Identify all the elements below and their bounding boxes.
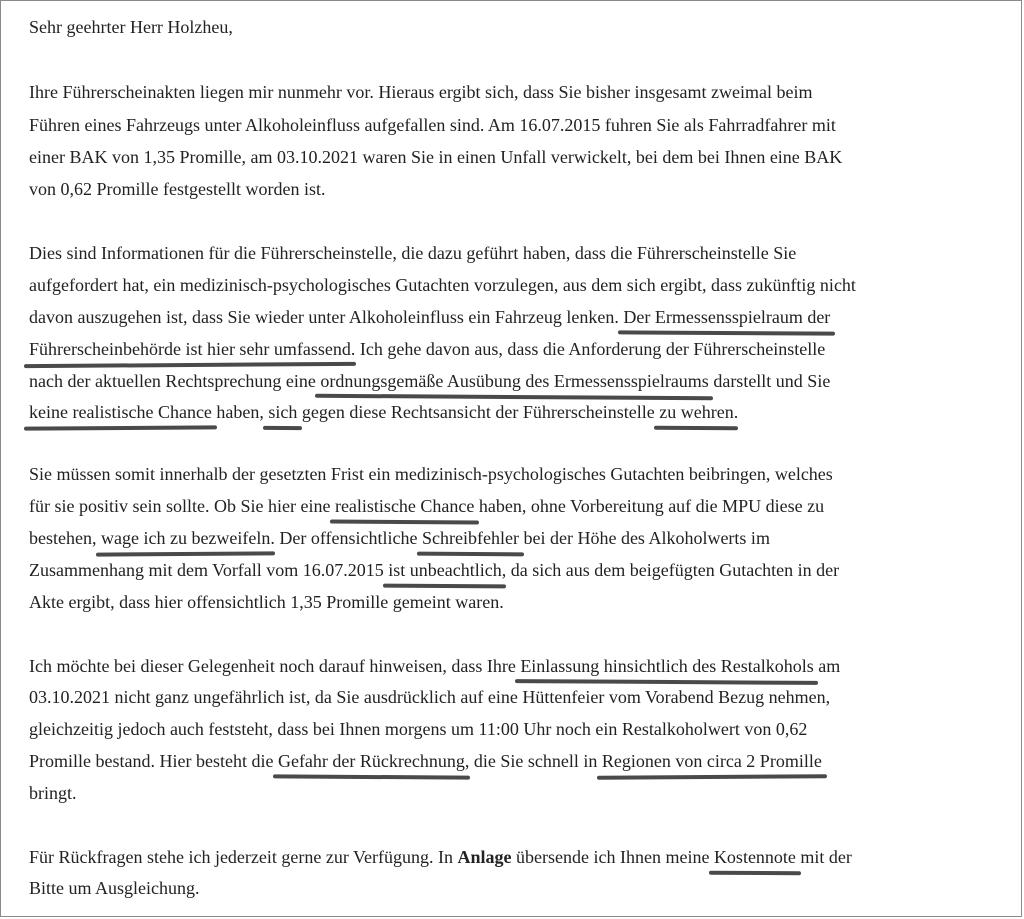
text-segment: Ich möchte bei dieser Gelegenheit noch darauf hinweisen, dass Ihre: [29, 656, 521, 676]
text-segment: haben,: [211, 402, 269, 422]
text-segment: bestehen,: [29, 528, 101, 548]
paragraph-2-line-2: aufgefordert hat, ein medizinisch-psychologisches Gutachten vorzulegen, aus dem sich ergibt, dass zukünftig nicht: [29, 275, 856, 295]
paragraph-4-line-4: [29, 750, 822, 772]
paragraph-3-line-2: [29, 495, 824, 517]
text-segment: am: [813, 656, 841, 676]
text-segment: für sie positiv sein sollte. Ob Sie hier eine: [29, 496, 335, 516]
underlined-phrase: zu wehren: [659, 402, 734, 422]
paragraph-5-line-2: Bitte um Ausgleichung.: [29, 878, 200, 898]
bold-word: Anlage: [457, 847, 512, 867]
text-segment: darstellt und Sie: [708, 371, 831, 391]
paragraph-3-line-5: Akte ergibt, dass hier offensichtlich 1,35 Promille gemeint waren.: [29, 592, 504, 612]
paragraph-4-line-3: gleichzeitig jedoch auch feststeht, dass bei Ihnen morgens um 11:00 Uhr noch ein Restalkoholwert von 0,62: [29, 719, 808, 739]
underlined-phrase: keine realistische Chance: [29, 402, 212, 422]
paragraph-4-line-1: [29, 655, 840, 677]
text-segment: übersende ich Ihnen meine: [511, 847, 714, 867]
text-segment: nach der aktuellen Rechtsprechung eine: [29, 371, 321, 391]
text-segment: gegen diese Rechtsansicht der Führerscheinstelle: [297, 402, 660, 422]
underlined-phrase: Regionen von circa 2 Promille: [601, 751, 822, 771]
paragraph-1-line-4: von 0,62 Promille festgestellt worden ist.: [29, 179, 326, 199]
text-segment: Für Rückfragen stehe ich jederzeit gerne zur Verfügung. In: [29, 847, 458, 867]
underlined-phrase: Führerscheinbehörde ist hier sehr umfassend: [29, 339, 351, 359]
underlined-phrase: sich: [268, 402, 298, 422]
underlined-phrase: Der Ermessensspielraum der: [623, 307, 831, 327]
paragraph-3-line-4: [29, 559, 839, 581]
paragraph-2-line-5: [29, 370, 830, 392]
text-segment: . Der offensichtliche: [270, 528, 423, 548]
paragraph-2-line-4: [29, 338, 825, 360]
text-segment: mit der: [795, 847, 852, 867]
text-segment: .: [733, 402, 739, 422]
underlined-phrase: ist unbeachtlich: [388, 560, 502, 580]
text-segment: Zusammenhang mit dem Vorfall vom 16.07.2015: [29, 560, 389, 580]
paragraph-5-line-1: [29, 846, 852, 868]
paragraph-2-line-6: [29, 401, 738, 423]
text-segment: , da sich aus dem beigefügten Gutachten in der: [501, 560, 840, 580]
underlined-phrase: ordnungsgemäße Ausübung des Ermessensspielraums: [320, 371, 709, 391]
text-segment: Promille bestand. Hier besteht die: [29, 751, 278, 771]
paragraph-4-line-2: 03.10.2021 nicht ganz ungefährlich ist, da Sie ausdrücklich auf eine Hüttenfeier vom Vorabend Bezug nehmen,: [29, 687, 831, 707]
paragraph-1-line-2: Führen eines Fahrzeugs unter Alkoholeinfluss aufgefallen sind. Am 16.07.2015 fuhren Sie als Fahrradfahrer mit: [29, 115, 836, 135]
underlined-phrase: Einlassung hinsichtlich des Restalkohols: [520, 656, 814, 676]
paragraph-1-line-3: einer BAK von 1,35 Promille, am 03.10.2021 waren Sie in einen Unfall verwickelt, bei dem bei Ihnen eine BAK: [29, 147, 843, 167]
underlined-phrase: Kostennote: [713, 847, 796, 867]
underlined-phrase: wage ich zu bezweifeln: [100, 528, 271, 548]
paragraph-2-line-1: Dies sind Informationen für die Führerscheinstelle, die dazu geführt haben, dass die Führerscheinstelle Sie: [29, 243, 797, 263]
underlined-phrase: Schreibfehler: [422, 528, 519, 548]
underlined-phrase: Gefahr der Rückrechnung: [277, 751, 465, 771]
paragraph-1-line-1: Ihre Führerscheinakten liegen mir nunmehr vor. Hieraus ergibt sich, dass Sie bisher insgesamt zweimal beim: [29, 82, 813, 102]
paragraph-4-line-5: bringt.: [29, 783, 77, 803]
salutation: Sehr geehrter Herr Holzheu,: [29, 17, 233, 37]
paragraph-2-line-3: [29, 306, 830, 328]
text-segment: davon auszugehen ist, dass Sie wieder unter Alkoholeinfluss ein Fahrzeug lenken.: [29, 307, 624, 327]
text-segment: haben, ohne Vorbereitung auf die MPU diese zu: [474, 496, 825, 516]
underlined-phrase: realistische Chance: [334, 496, 475, 516]
text-segment: bei der Höhe des Alkoholwerts im: [518, 528, 770, 548]
text-segment: , die Sie schnell in: [464, 751, 602, 771]
text-segment: . Ich gehe davon aus, dass die Anforderung der Führerscheinstelle: [350, 339, 826, 359]
paragraph-3-line-1: Sie müssen somit innerhalb der gesetzten Frist ein medizinisch-psychologisches Gutachten beibringen, welches: [29, 464, 833, 484]
paragraph-3-line-3: [29, 527, 770, 549]
